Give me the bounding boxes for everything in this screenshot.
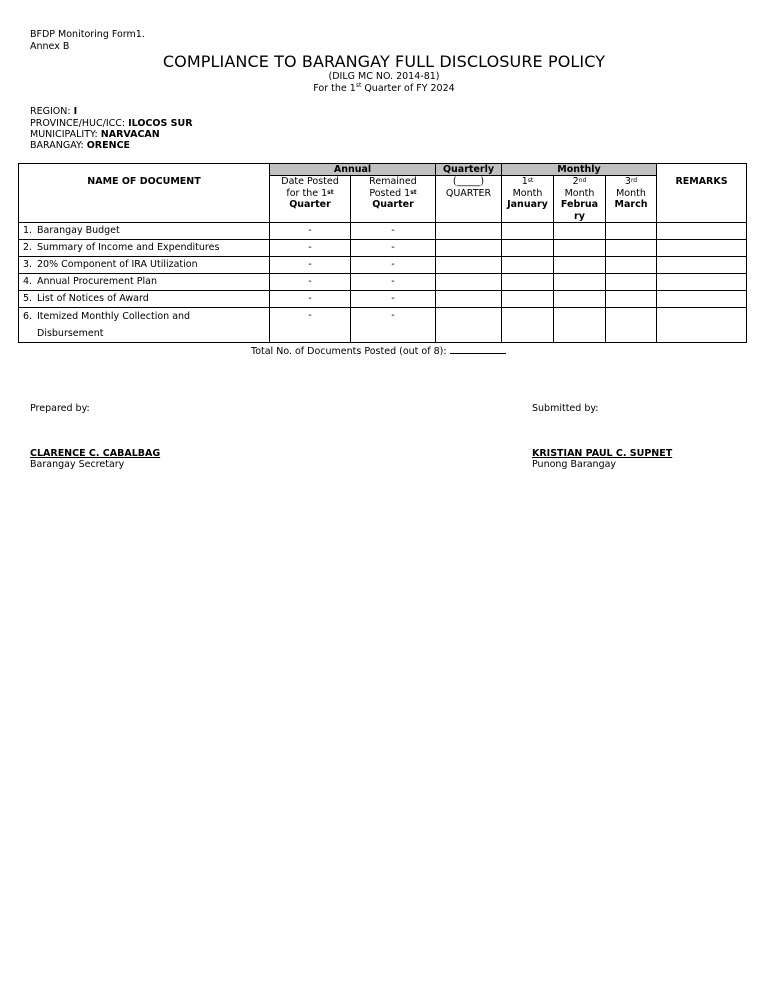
date-posted-line2: for the 1st <box>286 187 334 199</box>
document-name: Summary of Income and Expenditures <box>37 242 220 253</box>
municipality-label: MUNICIPALITY: <box>30 129 101 140</box>
quarter-blank: (_____) <box>452 176 485 187</box>
col-month-2: 2nd Month Februa ry <box>554 176 606 223</box>
document-name: Annual Procurement Plan <box>37 276 157 287</box>
annex-label: Annex B <box>30 41 70 52</box>
date-posted-cell: - <box>270 308 351 343</box>
table-row: 6. Itemized Monthly Collection and Disbursement - - <box>19 308 747 343</box>
prepared-by-name: CLARENCE C. CABALBAG <box>30 448 161 459</box>
province-value: ILOCOS SUR <box>128 118 193 129</box>
group-annual: Annual <box>270 164 436 176</box>
period-prefix: For the 1 <box>313 83 356 94</box>
form-label: BFDP Monitoring Form1. <box>30 29 145 40</box>
barangay-value: ORENCE <box>86 140 131 151</box>
table-row: 3. 20% Component of IRA Utilization - - <box>19 257 747 274</box>
date-posted-line3: Quarter <box>289 199 331 210</box>
document-name: Itemized Monthly Collection and <box>37 311 191 322</box>
memo-circular: (DILG MC NO. 2014-81) <box>328 71 440 82</box>
barangay-line <box>30 140 130 152</box>
barangay-label: BARANGAY: <box>30 140 87 151</box>
province-label: PROVINCE/HUC/ICC: <box>30 118 129 129</box>
date-posted-cell: - <box>270 223 351 240</box>
region-line <box>30 106 77 118</box>
remained-cell: - <box>351 240 436 257</box>
page-title: COMPLIANCE TO BARANGAY FULL DISCLOSURE POLICY <box>162 52 606 71</box>
col-month-1: 1st Month January <box>502 176 554 223</box>
quarter-label: QUARTER <box>445 187 492 199</box>
document-name: Barangay Budget <box>37 225 120 236</box>
table-row: 4. Annual Procurement Plan - - <box>19 274 747 291</box>
group-monthly: Monthly <box>502 164 657 176</box>
submitted-by-name: KRISTIAN PAUL C. SUPNET <box>532 448 673 459</box>
total-documents-line <box>251 344 506 357</box>
date-posted-line1: Date Posted <box>281 176 339 187</box>
table-row: 1. Barangay Budget - - <box>19 223 747 240</box>
header-row-groups <box>19 164 747 176</box>
document-name: 20% Component of IRA Utilization <box>37 259 198 270</box>
table-row: 5. List of Notices of Award - - <box>19 291 747 308</box>
col-remarks: REMARKS <box>657 164 747 223</box>
remained-cell: - <box>351 274 436 291</box>
col-month-3: 3rd Month March <box>606 176 657 223</box>
remained-cell: - <box>351 257 436 274</box>
total-label: Total No. of Documents Posted (out of 8): <box>251 346 450 357</box>
prepared-by-title: Barangay Secretary <box>30 459 125 470</box>
period-suffix: Quarter of FY 2024 <box>361 83 455 94</box>
document-name: List of Notices of Award <box>37 293 149 304</box>
submitted-by-title: Punong Barangay <box>532 459 617 470</box>
col-remained-posted <box>351 176 436 223</box>
date-posted-cell: - <box>270 274 351 291</box>
remained-cell: - <box>351 291 436 308</box>
remained-line1: Remained <box>369 176 417 187</box>
document-name-cont: Disbursement <box>37 328 104 339</box>
municipality-value: NARVACAN <box>100 129 160 140</box>
remained-line2: Posted 1st <box>369 187 417 199</box>
region-value: I <box>73 106 78 117</box>
period-sup: st <box>355 82 362 89</box>
remained-cell: - <box>351 223 436 240</box>
submitted-by-label: Submitted by: <box>532 403 599 414</box>
col-name-of-document: NAME OF DOCUMENT <box>19 164 270 223</box>
disclosure-table <box>18 163 747 343</box>
date-posted-cell: - <box>270 257 351 274</box>
date-posted-cell: - <box>270 291 351 308</box>
col-date-posted <box>270 176 351 223</box>
table-row: 2. Summary of Income and Expenditures - - <box>19 240 747 257</box>
total-blank-field <box>450 344 506 354</box>
col-quarter <box>436 176 502 223</box>
date-posted-cell: - <box>270 240 351 257</box>
remained-cell: - <box>351 308 436 343</box>
reporting-period <box>0 83 768 94</box>
group-quarterly: Quarterly <box>436 164 502 176</box>
remained-line3: Quarter <box>372 199 414 210</box>
prepared-by-label: Prepared by: <box>30 403 90 414</box>
region-label: REGION: <box>30 106 74 117</box>
